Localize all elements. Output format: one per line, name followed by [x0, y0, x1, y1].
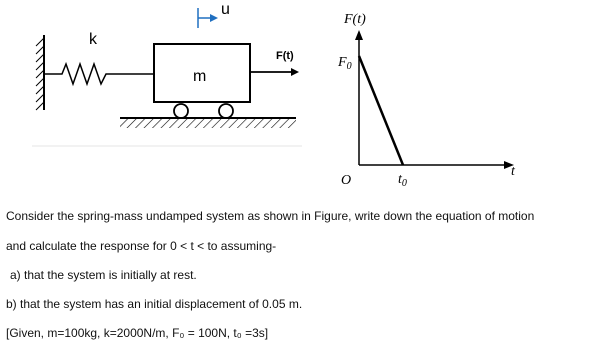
mass-label: m — [193, 68, 207, 85]
problem-line-1: Consider the spring-mass undamped system as shown in Figure, write down the equation of motion — [6, 209, 535, 223]
graph-x-label: t — [511, 164, 515, 179]
ground — [120, 118, 296, 128]
wall — [36, 35, 44, 110]
force-ramp-line — [359, 56, 403, 165]
problem-line-2: and calculate the response for 0 < t < to assuming- — [6, 239, 277, 253]
problem-given: [Given, m=100kg, k=2000N/m, F₀ = 100N, t₀ =3s] — [6, 326, 269, 340]
problem-part-b: b) that the system has an initial displacement of 0.05 m. — [6, 297, 303, 311]
force-label: F(t) — [276, 50, 294, 62]
problem-part-a: a) that the system is initially at rest. — [10, 268, 197, 282]
spring — [44, 64, 154, 84]
graph-peak-label: $F_0$ — [338, 55, 352, 72]
wheel-right — [219, 104, 233, 118]
graph-y-arrowhead — [355, 30, 363, 40]
displacement-arrow — [198, 8, 218, 28]
graph-y-label: F(t) — [344, 12, 366, 27]
displacement-label: u — [221, 1, 230, 18]
wheel-left — [174, 104, 188, 118]
spring-label: k — [89, 31, 97, 48]
graph-t0-label: $t_0$ — [398, 172, 407, 189]
force-time-graph — [355, 30, 514, 169]
graph-origin-label: O — [341, 173, 352, 188]
force-arrow — [250, 68, 299, 76]
